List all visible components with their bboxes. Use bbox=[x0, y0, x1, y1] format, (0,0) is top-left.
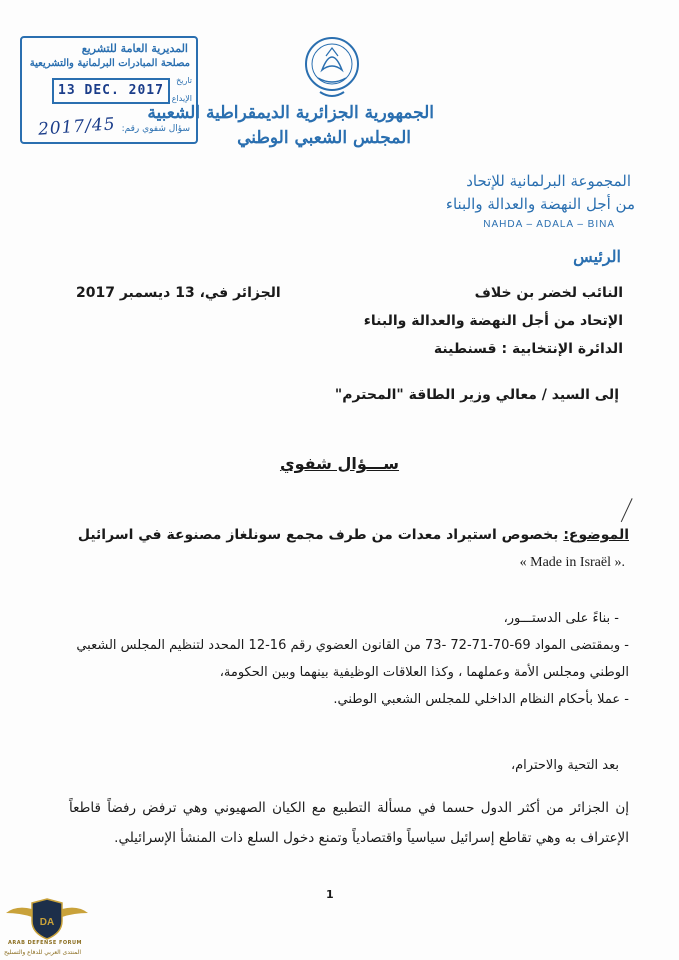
legal-basis bbox=[69, 605, 629, 713]
group-line-2: من أجل النهضة والعدالة والبناء bbox=[445, 195, 635, 213]
subject-text: بخصوص استيراد معدات من طرف مجمع سونلغاز مصنوعة في اسرائيل bbox=[77, 527, 564, 543]
republic-name: الجمهورية الجزائرية الديمقراطية الشعبية bbox=[147, 103, 434, 123]
stamp-directorate: المديرية العامة للتشريع bbox=[81, 42, 188, 55]
group-latin-name: NAHDA – ADALA – BINA bbox=[483, 219, 615, 230]
basis-item: - عملا بأحكام النظام الداخلي للمجلس الشعبي الوطني. bbox=[333, 692, 629, 707]
subject-label: الموضوع: bbox=[563, 527, 629, 543]
stamp-service: مصلحة المبادرات البرلمانية والتشريعية bbox=[29, 58, 190, 69]
letter-date: الجزائر في، 13 ديسمبر 2017 bbox=[76, 285, 281, 301]
greeting: بعد التحية والاحترام، bbox=[510, 758, 619, 773]
forum-latin-name: ARAB DEFENSE FORUM bbox=[8, 940, 83, 946]
recipient: إلى السيد / معالي وزير الطاقة "المحترم" bbox=[334, 387, 619, 403]
stamp-date-label: تاريخ bbox=[176, 76, 192, 85]
subject bbox=[69, 521, 629, 577]
basis-item: - بناءً على الدستـــور، bbox=[503, 611, 619, 626]
group-line-1: المجموعة البرلمانية للإتحاد bbox=[466, 172, 631, 190]
stamp-deposit-label: الإيداع bbox=[171, 94, 192, 103]
handwritten-number: 2017/45 bbox=[37, 114, 117, 140]
stamp-date: 13 DEC. 2017 bbox=[52, 78, 170, 104]
margin-mark bbox=[621, 498, 637, 524]
sender-district: الدائرة الإنتخابية : قسنطينة bbox=[433, 341, 623, 357]
forum-badge-text: DA bbox=[39, 917, 55, 928]
basis-item: - وبمقتضى المواد 69-70-71-72 -73 من القانون العضوي رقم 16-12 المحدد لتنظيم المجلس الشعبي الوطني ومجلس الأمة وعملهما ، وكذا العلاقات الوظيفية بينهما وبين الحكومة، bbox=[76, 638, 629, 680]
president-title: الرئيس bbox=[573, 247, 621, 266]
document-title: ســـؤال شفوي bbox=[279, 454, 400, 473]
stamp-question-label: سؤال شفوي رقم: bbox=[121, 124, 190, 134]
sender-party: الإتحاد من أجل النهضة والعدالة والبناء bbox=[363, 313, 623, 329]
subject-quote: « Made in Israël ». bbox=[519, 555, 625, 570]
body-paragraph: إن الجزائر من أكثر الدول حسما في مسألة التطبيع مع الكيان الصهيوني وهي ترفض رفضاً قاطعاً الإعتراف به وهي تقاطع إسرائيل سياسياً واقتصادياً وتمنع دخول السلع ذات المنشأ الإسرائيلي. bbox=[69, 800, 629, 846]
forum-arabic-name: المنتدى العربي للدفاع والتسليح bbox=[4, 949, 81, 956]
page-number: 1 bbox=[326, 888, 334, 901]
forum-logo-icon bbox=[4, 893, 90, 957]
assembly-name: المجلس الشعبي الوطني bbox=[237, 128, 411, 148]
sender-name: النائب لخضر بن خلاف bbox=[474, 285, 623, 301]
emblem-icon bbox=[300, 34, 364, 104]
